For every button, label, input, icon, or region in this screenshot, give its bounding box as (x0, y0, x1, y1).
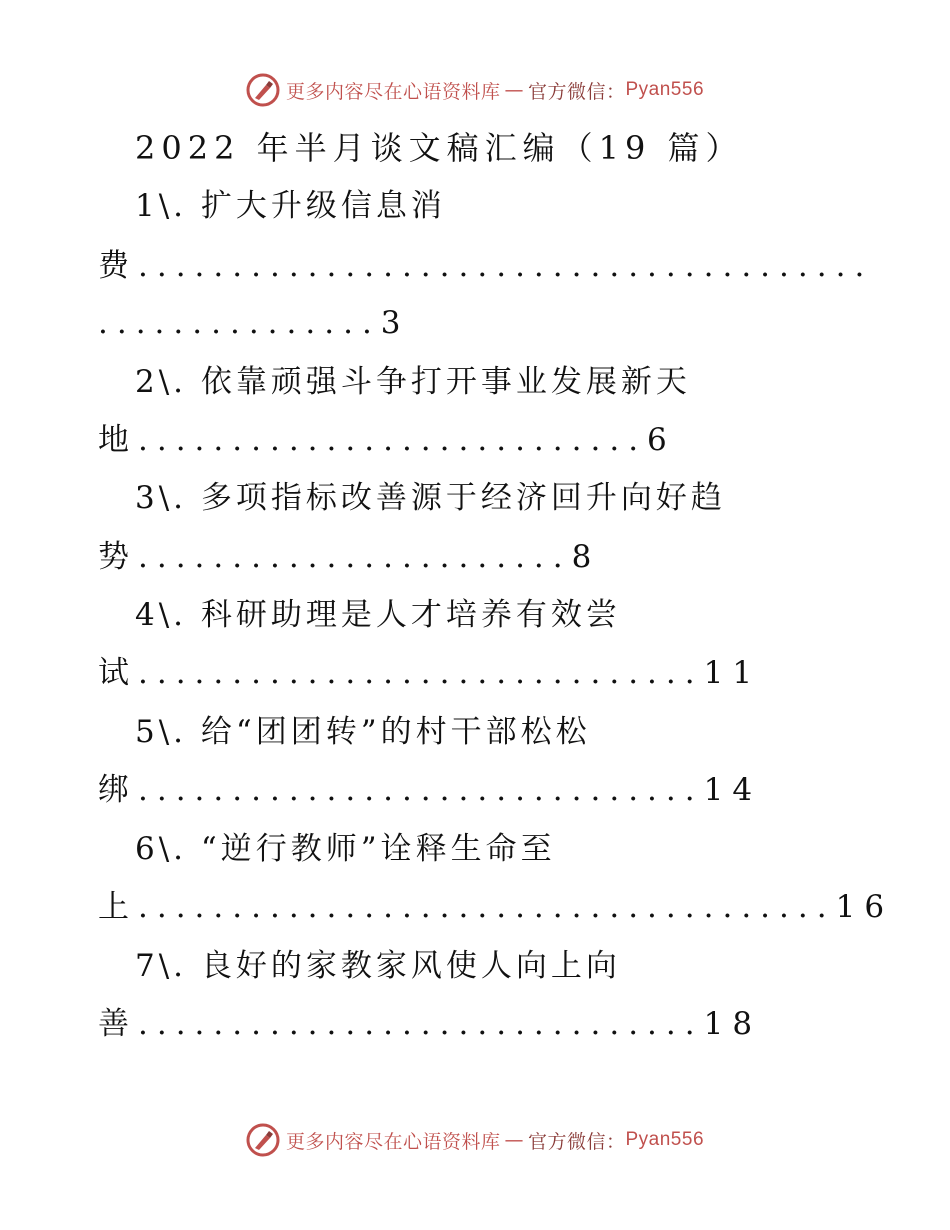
footer-banner (0, 1120, 950, 1160)
toc-heading-6: 6\. “逆行教师”诠释生命至 (135, 831, 556, 867)
wechat-label: 官方微信： (527, 80, 626, 103)
toc-leader-5: 绑..............................14 (98, 772, 762, 808)
document-title: 2022 年半月谈文稿汇编（19 篇） (135, 129, 744, 167)
toc-leader-7: 善..............................18 (98, 1006, 762, 1042)
toc-leader-6: 上.....................................16 (98, 889, 894, 925)
banner-text: 更多内容尽在心语资料库 (285, 80, 501, 103)
wechat-id: Pyan556 (625, 1129, 705, 1150)
pen-logo-icon (246, 73, 280, 107)
wechat-label: 官方微信： (527, 1130, 626, 1153)
toc-heading-1: 1\. 扩大升级信息消 (135, 188, 446, 224)
banner-text: 更多内容尽在心语资料库 (285, 1130, 501, 1153)
toc-heading-2: 2\. 依靠顽强斗争打开事业发展新天 (135, 364, 691, 400)
toc-heading-5: 5\. 给“团团转”的村干部松松 (135, 714, 591, 750)
banner-separator: — (504, 1129, 524, 1151)
header-banner (0, 70, 950, 110)
pen-logo-icon (246, 1123, 280, 1157)
toc-leader-1b: ...............3 (98, 305, 410, 341)
banner-separator: — (504, 79, 524, 101)
toc-leader-4: 试..............................11 (98, 655, 762, 691)
toc-heading-7: 7\. 良好的家教家风使人向上向 (135, 948, 621, 984)
toc-leader-1a: 费....................................... (98, 248, 874, 284)
wechat-id: Pyan556 (625, 79, 705, 100)
toc-leader-2: 地...........................6 (98, 422, 676, 458)
toc-leader-3: 势.......................8 (98, 539, 601, 575)
toc-heading-4: 4\. 科研助理是人才培养有效尝 (135, 597, 621, 633)
toc-heading-3: 3\. 多项指标改善源于经济回升向好趋 (135, 480, 726, 516)
